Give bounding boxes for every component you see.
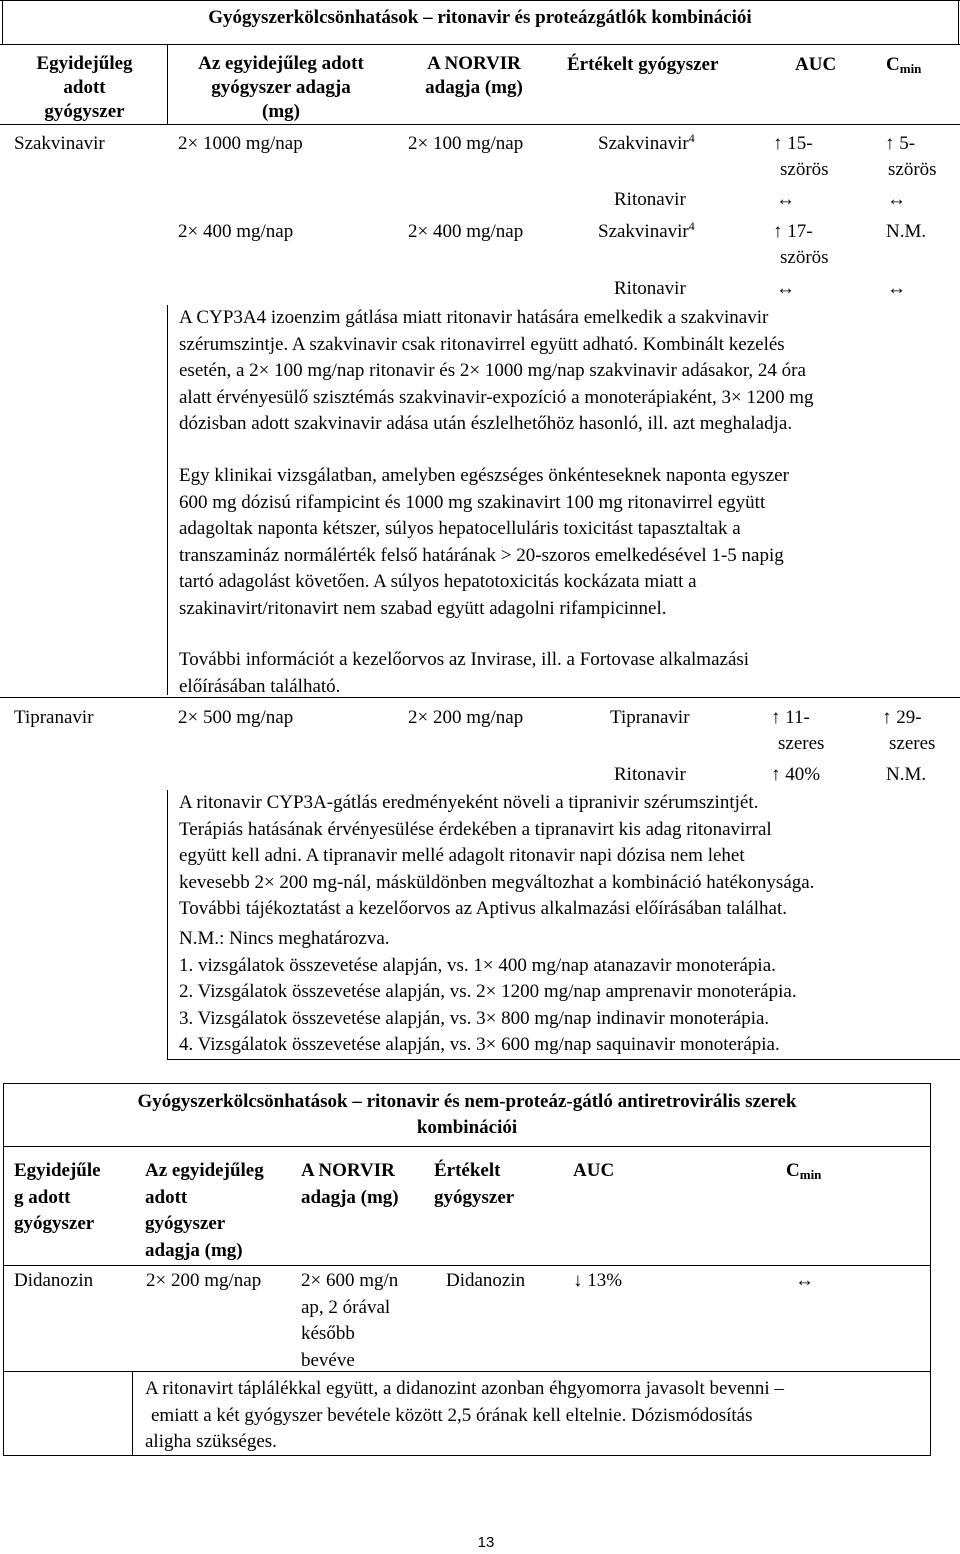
tipranavir-top-rule (0, 697, 960, 698)
table2-header-col3: A NORVIR adagja (mg) (301, 1160, 399, 1208)
saquinavir-evaluated-3: Szakvinavir$^4$ (598, 219, 695, 242)
table1-header-col4: Értékelt gyógyszer (567, 54, 719, 75)
tipranavir-evaluated-2: Ritonavir (614, 764, 686, 785)
table2-title: Gyógyszerkölcsönhatások – ritonavir és nem-proteáz-gátló antiretrovirális szerek kombinációi (137, 1091, 797, 1138)
saquinavir-cmin-2: ↔ (887, 189, 906, 210)
didanosine-cmin: ↔ (795, 1270, 814, 1291)
table2-note-left-rule (132, 1371, 133, 1456)
table2-title-rule (3, 1146, 931, 1147)
saquinavir-norvir-1: 2× 100 mg/nap (408, 133, 524, 154)
saquinavir-dose-1: 2× 1000 mg/nap (178, 133, 303, 154)
saquinavir-auc-2: ↔ (776, 189, 795, 210)
page-number: 13 (477, 1534, 495, 1551)
tipranavir-note-left-rule (167, 790, 168, 1060)
tipranavir-auc-1: ↑ 11- szeres (771, 707, 825, 754)
table1-top-border (0, 0, 960, 1)
table1-header-col5: AUC (795, 54, 837, 75)
table2-header-col5: AUC (573, 1160, 615, 1181)
table2-header-col1: Egyidejűle g adott gyógyszer (14, 1160, 101, 1234)
tipranavir-name: Tipranavir (14, 707, 94, 728)
table1-header-col1: Egyidejűleg adott gyógyszer (36, 53, 133, 122)
saquinavir-dose-3: 2× 400 mg/nap (178, 221, 294, 242)
tipranavir-cmin-1: ↑ 29- szeres (882, 707, 936, 754)
table2-header-col6: $C_{min}$ (786, 1160, 822, 1182)
table1-header-col6: $C_{min}$ (886, 54, 922, 76)
didanosine-dose: 2× 200 mg/nap (146, 1270, 262, 1291)
table1-header-rule (0, 124, 960, 125)
table1-col1-divider (167, 44, 168, 124)
table1-title: Gyógyszerkölcsönhatások – ritonavir és proteázgátlók kombinációi (208, 7, 752, 28)
saquinavir-evaluated-1: Szakvinavir$^4$ (598, 131, 695, 154)
table2-header-col4: Értékelt gyógyszer (434, 1160, 515, 1208)
tipranavir-cmin-2: N.M. (886, 764, 927, 785)
saquinavir-cmin-1: ↑ 5- szörös (885, 133, 937, 180)
table2-header-col2: Az egyidejűleg adott gyógyszer adagja (mg) (145, 1160, 264, 1261)
didanosine-evaluated: Didanozin (446, 1270, 526, 1291)
didanosine-norvir: 2× 600 mg/n ap, 2 órával később bevéve (301, 1270, 399, 1371)
tipranavir-norvir: 2× 200 mg/nap (408, 707, 524, 728)
table2-data-rule (3, 1371, 931, 1372)
tipranavir-evaluated-1: Tipranavir (610, 707, 690, 728)
table1-title-rule (0, 44, 960, 45)
saquinavir-cmin-3: N.M. (886, 221, 927, 242)
table2-header-rule (3, 1265, 931, 1266)
didanosine-note: A ritonavirt táplálékkal együtt, a didanozint azonban éhgyomorra javasolt bevenni – emiatt a két gyógyszer bevétele között 2,5 órának kell eltelnie. Dózismódosítás aligha szükséges. (145, 1378, 784, 1452)
saquinavir-cmin-4: ↔ (887, 278, 906, 299)
saquinavir-evaluated-4: Ritonavir (614, 278, 686, 299)
didanosine-name: Didanozin (14, 1270, 94, 1291)
saquinavir-note-info: További információt a kezelőorvos az Invirase, ill. a Fortovase alkalmazási előírásában található. (179, 649, 750, 697)
saquinavir-auc-3: ↑ 17- szörös (773, 221, 829, 268)
saquinavir-norvir-3: 2× 400 mg/nap (408, 221, 524, 242)
table1-bottom-rule (167, 1059, 960, 1060)
saquinavir-auc-1: ↑ 15- szörös (773, 133, 829, 180)
saquinavir-note-left-rule (167, 305, 168, 695)
table1-header-col2: Az egyidejűleg adott gyógyszer adagja (mg) (198, 53, 364, 122)
tipranavir-dose: 2× 500 mg/nap (178, 707, 294, 728)
saquinavir-note-interaction: A CYP3A4 izoenzim gátlása miatt ritonavir hatására emelkedik a szakvinavir szérumszintje. A szakvinavir csak ritonavirrel együtt adható. Kombinált kezelés esetén, a 2× 100 mg/nap ritonavir és 2× 1000 mg/nap szakvinavir adásakor, 24 óra alatt érvényesülő szisztémás szakvinavir-expozíció a monoterápiaként, 3× 1200 mg dózisban adott szakvinavir adása után észlelhetőhöz hasonló, ill. azt meghaladja. (179, 307, 814, 434)
saquinavir-evaluated-2: Ritonavir (614, 189, 686, 210)
saquinavir-note-rifampicin: Egy klinikai vizsgálatban, amelyben egészséges önkénteseknek naponta egyszer 600 mg dózisú rifampicint és 1000 mg szakinavirt 100 mg ritonavirrel együtt adagoltak naponta kétszer, súlyos hepatocelluláris toxicitást tapasztaltak a transzamináz normálérték felső határának > 20-szoros emelkedésével 1-5 napig tartó adagolást követően. A súlyos hepatotoxicitás kockázata miatt a szakinavirt/ritonavirt nem szabad együtt adagolni rifampicinnel. (179, 465, 789, 619)
didanosine-auc: ↓ 13% (573, 1270, 623, 1291)
saquinavir-auc-4: ↔ (776, 278, 795, 299)
table1-footnotes: N.M.: Nincs meghatározva. 1. vizsgálatok összevetése alapján, vs. 1× 400 mg/nap atanazavir monoterápia. 2. Vizsgálatok összevetése alapján, vs. 2× 1200 mg/nap amprenavir monoterápia. 3. Vizsgálatok összevetése alapján, vs. 3× 800 mg/nap indinavir monoterápia. 4. Vizsgálatok összevetése alapján, vs. 3× 600 mg/nap saquinavir monoterápia. (179, 928, 797, 1055)
table2-top-border (3, 1083, 931, 1084)
tipranavir-note: A ritonavir CYP3A-gátlás eredményeként növeli a tipranivir szérumszintjét. Terápiás hatásának érvényesülése érdekében a tipranavirt kis adag ritonavirral együtt kell adni. A tipranavir mellé adagolt ritonavir napi dózisa nem lehet kevesebb 2× 200 mg-nál, másküldönben megváltozhat a kombináció hatékonysága. További tájékoztatást a kezelőorvos az Aptivus alkalmazási előírásában találhat. (179, 792, 815, 919)
saquinavir-name: Szakvinavir (14, 133, 105, 154)
table1-header-col3: A NORVIR adagja (mg) (425, 53, 523, 98)
tipranavir-auc-2: ↑ 40% (771, 764, 821, 785)
